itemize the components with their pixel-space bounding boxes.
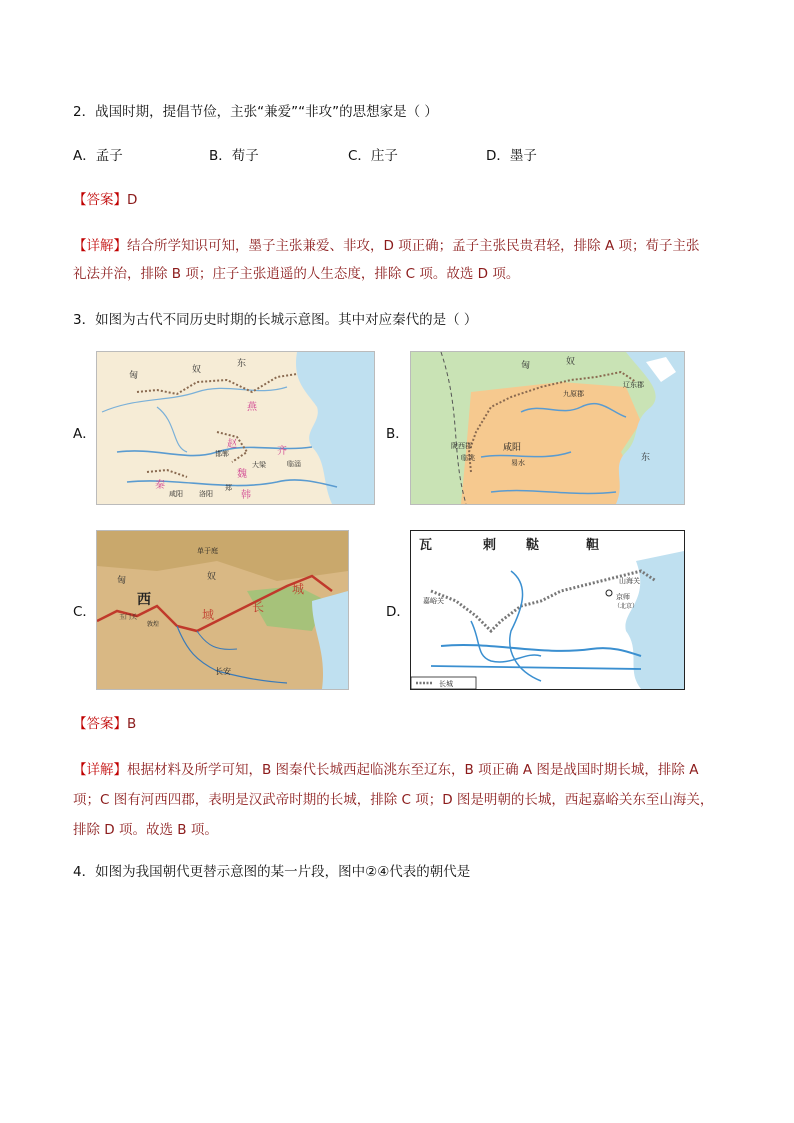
map-c-label-dunhuang: 敦煌 bbox=[147, 621, 160, 628]
q2-detail-line-1 bbox=[73, 236, 700, 256]
map-b-label-xiong: 匈 bbox=[521, 361, 531, 371]
q2-option-b[interactable]: B．荀子 bbox=[209, 148, 259, 164]
map-d-label-da: 鞑 bbox=[526, 538, 540, 553]
map-d-label-wa: 瓦 bbox=[419, 538, 433, 553]
map-b-label-longxi: 陇西郡 bbox=[451, 442, 472, 450]
map-c-label-xi: 西 bbox=[137, 592, 151, 608]
map-a-label-han: 韩 bbox=[241, 490, 251, 501]
map-c-label-changan: 长安 bbox=[215, 667, 231, 676]
map-a-label-xiong: 匈 bbox=[129, 371, 139, 381]
map-d-label-dan: 靼 bbox=[586, 538, 600, 553]
answer-value: B bbox=[127, 716, 137, 732]
map-c-label-xiong: 匈 bbox=[117, 576, 127, 586]
q2-answer bbox=[73, 190, 137, 210]
map-a-warring-states[interactable] bbox=[96, 351, 375, 505]
map-a-label-qi: 齐 bbox=[277, 446, 287, 457]
map-d-ming[interactable] bbox=[410, 530, 685, 690]
detail-tag: 【详解】 bbox=[73, 762, 127, 778]
q3-answer bbox=[73, 714, 136, 734]
detail-text: 根据材料及所学可知，B 图秦代长城西起临洮东至辽东，B 项正确 A 图是战国时期长城，排除 A bbox=[127, 762, 699, 778]
map-c-label-nu: 奴 bbox=[207, 572, 217, 582]
map-d-label-jiayu: 嘉峪关 bbox=[423, 597, 444, 605]
map-b-label-yishui: 易水 bbox=[511, 459, 525, 467]
map-c-label-chang: 长 bbox=[252, 600, 265, 614]
map-c-label-yu: 域 bbox=[202, 608, 215, 622]
map-a-label-handan: 邯郸 bbox=[215, 450, 229, 458]
map-d-legend-label: 长城 bbox=[439, 680, 453, 688]
map-a-label-yan: 燕 bbox=[247, 402, 257, 413]
q2-detail-line-2: 礼法并治，排除 B 项；庄子主张逍遥的人生态度，排除 C 项。故选 D 项。 bbox=[73, 266, 520, 282]
detail-text: 结合所学知识可知，墨子主张兼爱、非攻，D 项正确；孟子主张民贵君轻，排除 A 项；荀子主张 bbox=[127, 238, 700, 254]
q3-detail-line-3: 排除 D 项。故选 B 项。 bbox=[73, 822, 218, 838]
map-b-label-jiuyuan: 九原郡 bbox=[563, 390, 584, 398]
map-d-label-beijing: （北京） bbox=[614, 603, 639, 610]
map-b-label-lintao: 临洮 bbox=[461, 454, 475, 462]
q3-stem: 3．如图为古代不同历史时期的长城示意图。其中对应秦代的是（ ） bbox=[73, 312, 478, 328]
map-a-label-nu: 奴 bbox=[192, 365, 202, 375]
q2-stem: 2．战国时期，提倡节俭，主张“兼爱”“非攻”的思想家是（ ） bbox=[73, 104, 438, 120]
map-c-label-cheng: 城 bbox=[292, 582, 305, 596]
answer-tag: 【答案】 bbox=[73, 192, 127, 208]
map-c-han[interactable] bbox=[96, 530, 349, 690]
answer-value: D bbox=[127, 192, 138, 208]
map-d-label-shanhai: 山海关 bbox=[619, 577, 640, 585]
map-a-label-linzi: 临淄 bbox=[287, 460, 301, 468]
map-b-label-nu: 奴 bbox=[566, 357, 576, 367]
map-a-label-qin: 秦 bbox=[155, 480, 165, 491]
map-c-label-shanyu: 单于庭 bbox=[197, 547, 218, 555]
map-d-label-la: 剌 bbox=[483, 538, 497, 553]
map-c-label-yumen: 玉门关 bbox=[119, 614, 138, 621]
q2-option-d[interactable]: D．墨子 bbox=[486, 148, 537, 164]
q4-stem: 4．如图为我国朝代更替示意图的某一片段，图中②④代表的朝代是 bbox=[73, 864, 471, 880]
q3-option-c-label[interactable]: C． bbox=[73, 604, 96, 620]
q3-detail-line-1 bbox=[73, 760, 698, 780]
map-d-label-jingshi: 京师 bbox=[616, 593, 630, 601]
answer-tag: 【答案】 bbox=[73, 716, 127, 732]
q3-option-a-label[interactable]: A． bbox=[73, 426, 96, 442]
map-a-label-zhao: 赵 bbox=[227, 439, 237, 450]
map-b-label-dong: 东 bbox=[641, 453, 651, 463]
map-a-label-daliang: 大梁 bbox=[252, 461, 266, 469]
q2-option-c[interactable]: C．庄子 bbox=[348, 148, 398, 164]
detail-tag: 【详解】 bbox=[73, 238, 127, 254]
q3-option-d-label[interactable]: D． bbox=[386, 604, 410, 620]
q2-option-a[interactable]: A．孟子 bbox=[73, 148, 123, 164]
map-a-label-xianyang: 咸阳 bbox=[169, 490, 183, 498]
map-b-label-xianyang: 咸阳 bbox=[503, 443, 522, 453]
map-a-label-wei: 魏 bbox=[237, 469, 247, 480]
q3-option-b-label[interactable]: B． bbox=[386, 426, 409, 442]
map-b-qin[interactable] bbox=[410, 351, 685, 505]
map-a-label-zheng: 郑 bbox=[225, 484, 232, 492]
map-a-label-luoyang: 洛阳 bbox=[199, 490, 213, 498]
q3-detail-line-2: 项；C 图有河西四郡，表明是汉武帝时期的长城，排除 C 项；D 图是明朝的长城，西起嘉峪关东至山海关， bbox=[73, 792, 714, 808]
map-b-label-liaodong: 辽东郡 bbox=[623, 381, 644, 389]
map-a-label-dong: 东 bbox=[237, 359, 247, 369]
